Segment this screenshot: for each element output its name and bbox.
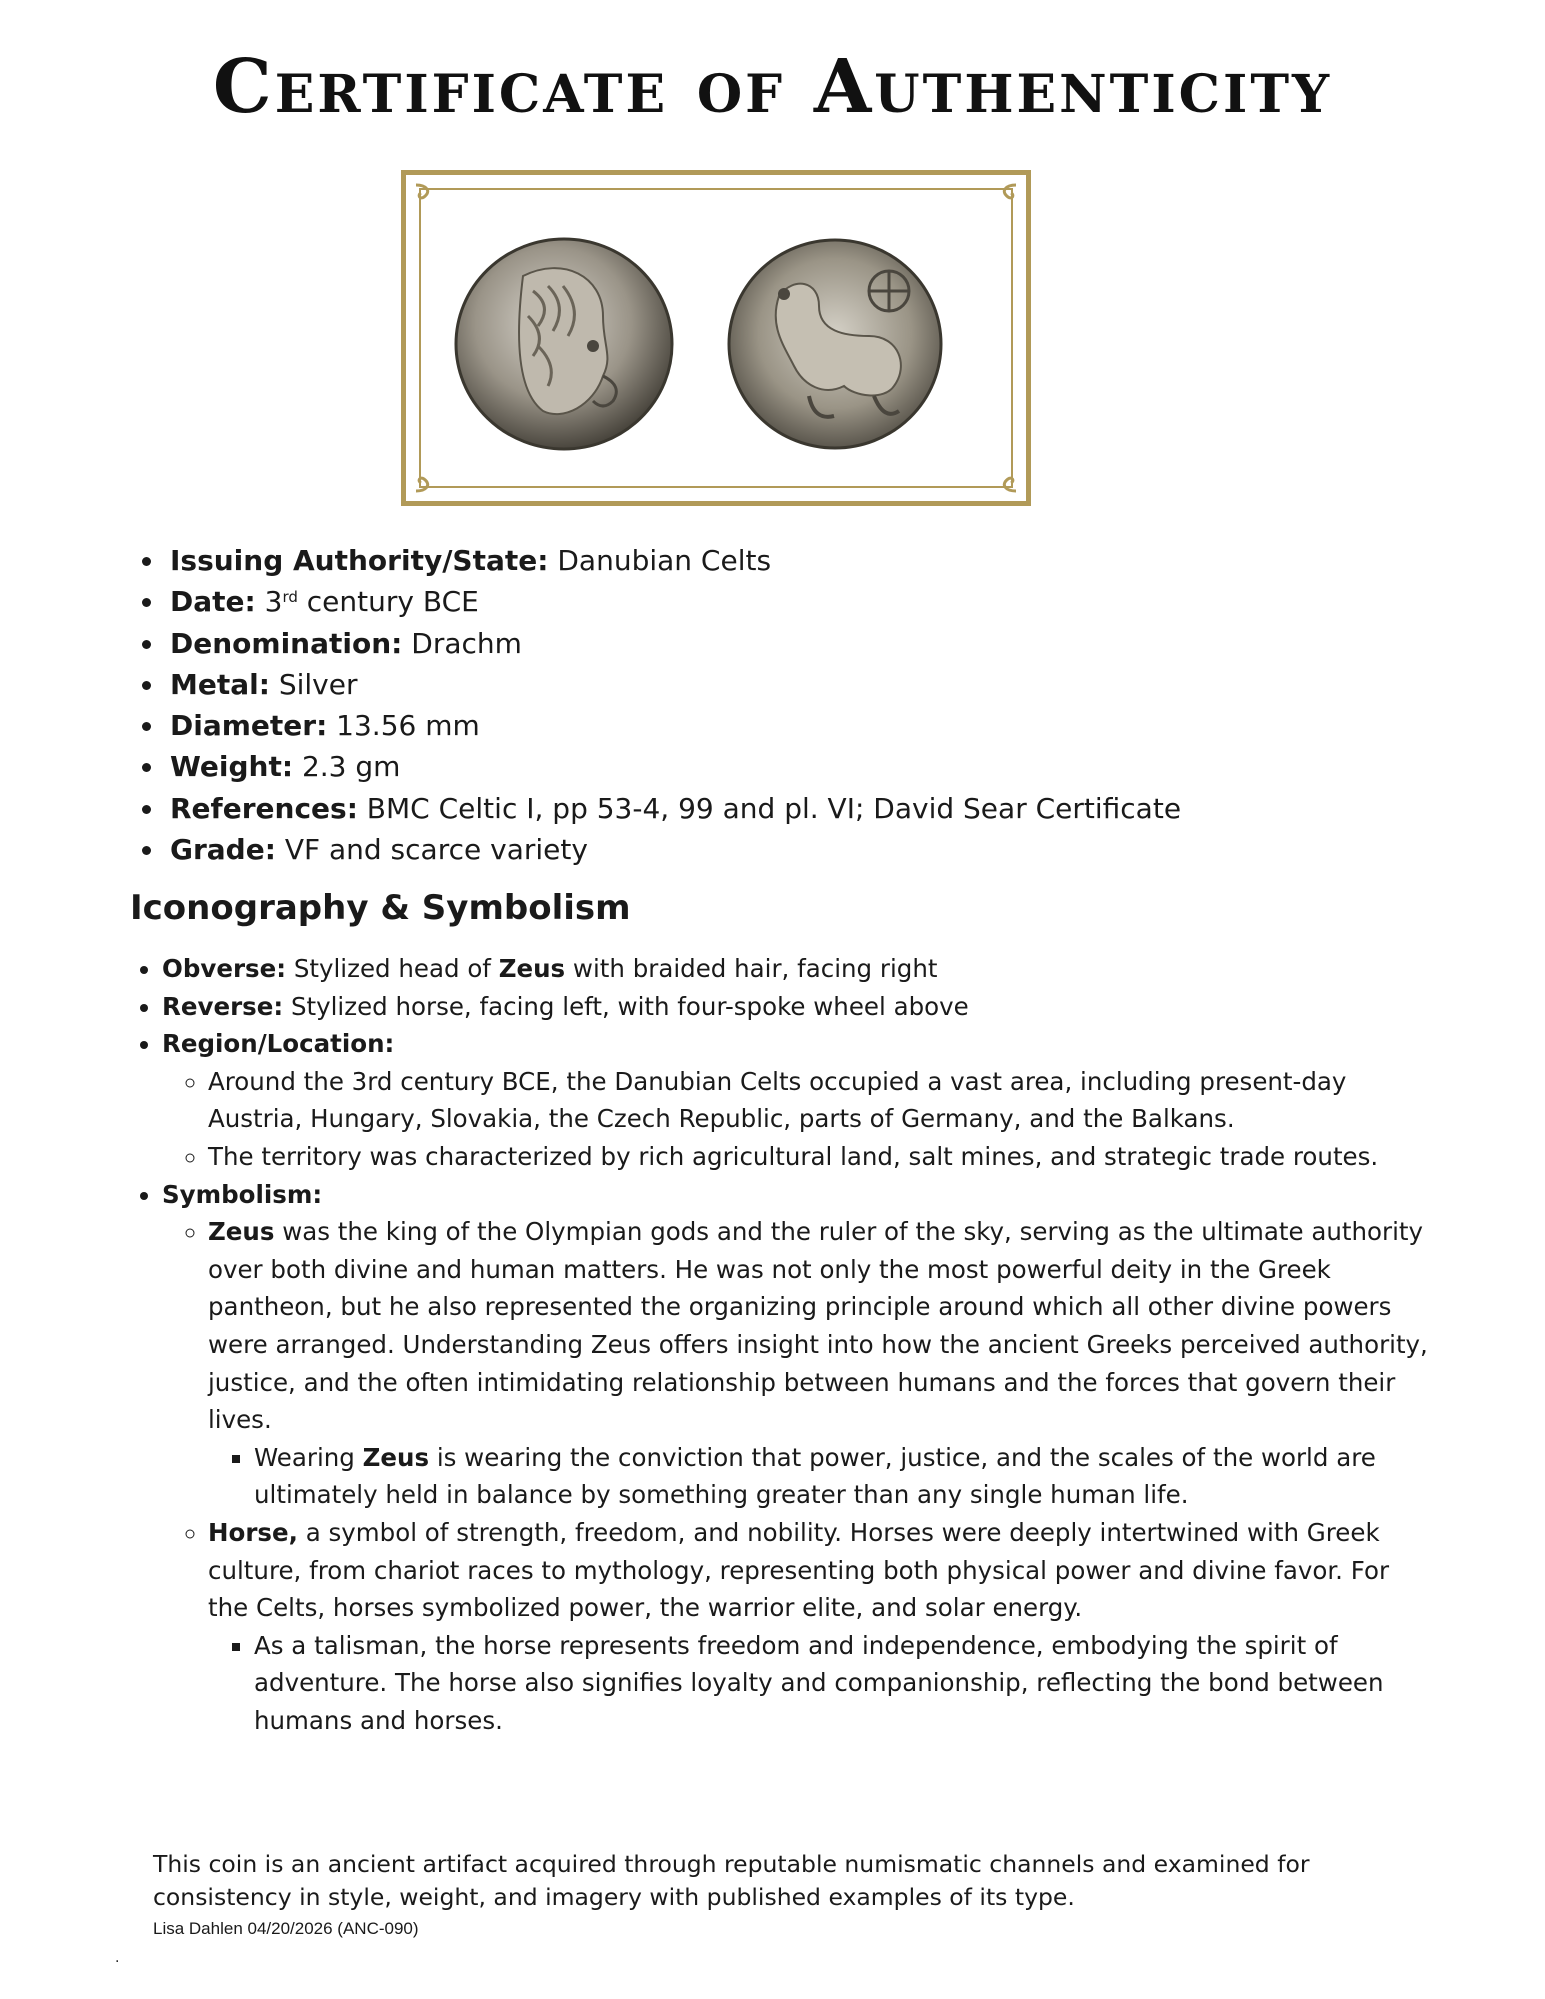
corner-ornament-icon bbox=[996, 471, 1018, 493]
coin-reverse-image bbox=[724, 236, 946, 452]
spec-issuing-authority: • Issuing Authority/State: Danubian Celts bbox=[166, 540, 1466, 581]
corner-ornament-icon bbox=[414, 183, 436, 205]
symbolism-zeus-talisman: ▪ Wearing Zeus is wearing the conviction that power, justice, and the scales of the world are ultimately held in balance by something greater than any single human life. bbox=[254, 1439, 1430, 1514]
spec-weight: • Weight: 2.3 gm bbox=[166, 746, 1466, 787]
spec-diameter: • Diameter: 13.56 mm bbox=[166, 705, 1466, 746]
corner-ornament-icon bbox=[996, 183, 1018, 205]
symbolism-item: • Symbolism: ◦ Zeus was the king of the Olympian gods and the ruler of the sky, serving as the ultimate authority over both divine and human matters. He was not only the most powerful deity in the Greek pantheon, but he also represented the organizing principle around which all other divine powers were arranged. Understanding Zeus offers insight into how the ancient Greeks perceived authority, justice, and the often intimidating relationship between humans and the forces that govern their lives. ▪ Wearing Zeus is wearing the conviction that power, justice, and the scales of the world are ultimately held in balance by something greater than any single human life. ◦ Horse, a symbol of strength, freedom, and nobility. Horses were deeply intertwined with Greek culture, from chariot races to mythology, representing both physical power and divine favor. For the Celts, horses symbolized power, the warrior elite, and solar energy. ▪ As a talisman, the horse represents freedom and independence, embodying the spirit of adventure. The horse also signifies loyalty and companionship, reflecting the bond between humans and horses. bbox=[162, 1176, 1430, 1740]
region-item: • Region/Location: ◦ Around the 3rd century BCE, the Danubian Celts occupied a vast area, including present-day Austria, Hungary, Slovakia, the Czech Republic, parts of Germany, and the Balkans. ◦ The territory was characterized by rich agricultural land, salt mines, and strategic trade routes. bbox=[162, 1025, 1430, 1175]
region-detail: ◦ The territory was characterized by rich agricultural land, salt mines, and strategic trade routes. bbox=[208, 1138, 1430, 1176]
iconography-section bbox=[130, 950, 1430, 1739]
reverse-item: • Reverse: Stylized horse, facing left, with four-spoke wheel above bbox=[162, 988, 1430, 1026]
coin-image-frame bbox=[401, 170, 1031, 506]
corner-ornament-icon bbox=[414, 471, 436, 493]
spec-metal: • Metal: Silver bbox=[166, 664, 1466, 705]
region-detail: ◦ Around the 3rd century BCE, the Danubian Celts occupied a vast area, including present-day Austria, Hungary, Slovakia, the Czech Republic, parts of Germany, and the Balkans. bbox=[208, 1063, 1430, 1138]
symbolism-horse-talisman: ▪ As a talisman, the horse represents freedom and independence, embodying the spirit of adventure. The horse also signifies loyalty and companionship, reflecting the bond between humans and horses. bbox=[254, 1627, 1430, 1740]
symbolism-zeus: ◦ Zeus was the king of the Olympian gods and the ruler of the sky, serving as the ultimate authority over both divine and human matters. He was not only the most powerful deity in the Greek pantheon, but he also represented the organizing principle around which all other divine powers were arranged. Understanding Zeus offers insight into how the ancient Greeks perceived authority, justice, and the often intimidating relationship between humans and the forces that govern their lives. ▪ Wearing Zeus is wearing the conviction that power, justice, and the scales of the world are ultimately held in balance by something greater than any single human life. bbox=[208, 1213, 1430, 1514]
spec-denomination: • Denomination: Drachm bbox=[166, 623, 1466, 664]
signature-line: Lisa Dahlen 04/20/2026 (ANC-090) bbox=[153, 1919, 419, 1938]
coin-specifications-list bbox=[130, 540, 1466, 870]
obverse-item: • Obverse: Stylized head of Zeus with braided hair, facing right bbox=[162, 950, 1430, 988]
symbolism-horse: ◦ Horse, a symbol of strength, freedom, and nobility. Horses were deeply intertwined with Greek culture, from chariot races to mythology, representing both physical power and divine favor. For the Celts, horses symbolized power, the warrior elite, and solar energy. ▪ As a talisman, the horse represents freedom and independence, embodying the spirit of adventure. The horse also signifies loyalty and companionship, reflecting the bond between humans and horses. bbox=[208, 1514, 1430, 1740]
iconography-heading: Iconography & Symbolism bbox=[130, 888, 631, 928]
certificate-title: Certificate of Authenticity bbox=[212, 44, 1333, 130]
spec-date: • Date: 3rd century BCE bbox=[166, 581, 1466, 622]
coin-obverse-image bbox=[453, 236, 675, 452]
authenticity-statement: This coin is an ancient artifact acquired through reputable numismatic channels and examined for consistency in style, weight, and imagery with published examples of its type. bbox=[153, 1850, 1310, 1911]
page-mark: . bbox=[115, 1950, 120, 1966]
spec-grade: • Grade: VF and scarce variety bbox=[166, 829, 1466, 870]
spec-references: • References: BMC Celtic I, pp 53-4, 99 and pl. VI; David Sear Certificate bbox=[166, 788, 1466, 829]
